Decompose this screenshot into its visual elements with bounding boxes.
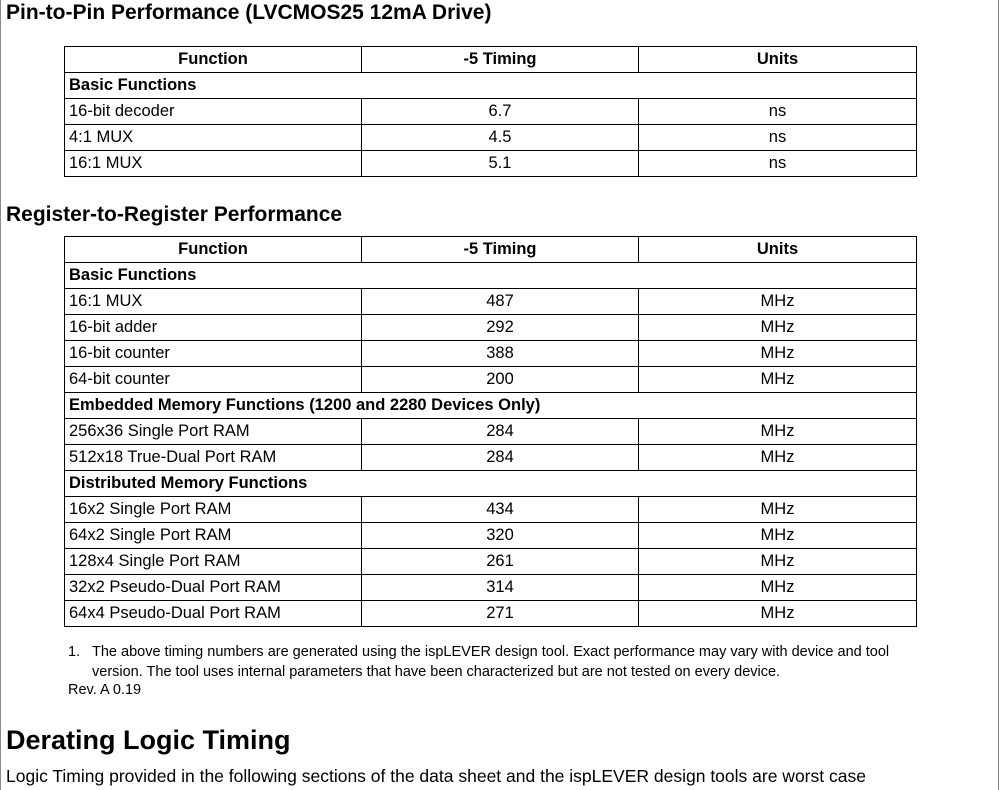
function-cell: 4:1 MUX [65, 125, 362, 151]
units-cell: MHz [639, 549, 917, 575]
units-cell: ns [639, 151, 917, 177]
timing-cell: 388 [362, 341, 639, 367]
table-row [65, 497, 917, 523]
pin-to-pin-title: Pin-to-Pin Performance (LVCMOS25 12mA Drive) [6, 1, 492, 24]
table-row [65, 445, 917, 471]
table-row [65, 315, 917, 341]
timing-cell: 320 [362, 523, 639, 549]
function-cell: 16:1 MUX [65, 151, 362, 177]
table-row [65, 289, 917, 315]
group-header-row [65, 393, 917, 419]
table-row [65, 341, 917, 367]
group-header-row [65, 263, 917, 289]
table-header-row [65, 237, 917, 263]
units-cell: MHz [639, 341, 917, 367]
units-cell: MHz [639, 289, 917, 315]
timing-cell: 271 [362, 601, 639, 627]
table-row [65, 99, 917, 125]
units-column-header: Units [639, 47, 917, 73]
units-cell: MHz [639, 523, 917, 549]
function-cell: 16:1 MUX [65, 289, 362, 315]
function-column-header: Function [65, 237, 362, 263]
units-cell: MHz [639, 601, 917, 627]
table-row [65, 125, 917, 151]
group-label: Basic Functions [65, 73, 917, 99]
group-header-row [65, 73, 917, 99]
timing-column-header: -5 Timing [362, 47, 639, 73]
timing-cell: 434 [362, 497, 639, 523]
timing-cell: 314 [362, 575, 639, 601]
register-to-register-table [64, 236, 917, 627]
timing-cell: 487 [362, 289, 639, 315]
table-row [65, 367, 917, 393]
units-cell: ns [639, 99, 917, 125]
units-cell: MHz [639, 315, 917, 341]
footnote-number: 1. [68, 644, 81, 660]
units-cell: MHz [639, 419, 917, 445]
units-column-header: Units [639, 237, 917, 263]
units-cell: ns [639, 125, 917, 151]
pin-to-pin-table [64, 46, 917, 177]
function-cell: 32x2 Pseudo-Dual Port RAM [65, 575, 362, 601]
function-cell: 64-bit counter [65, 367, 362, 393]
group-label: Embedded Memory Functions (1200 and 2280 Devices Only) [65, 393, 917, 419]
function-cell: 16-bit decoder [65, 99, 362, 125]
function-cell: 64x2 Single Port RAM [65, 523, 362, 549]
function-column-header: Function [65, 47, 362, 73]
revision-label: Rev. A 0.19 [68, 682, 142, 698]
timing-cell: 284 [362, 419, 639, 445]
table-row [65, 549, 917, 575]
function-cell: 64x4 Pseudo-Dual Port RAM [65, 601, 362, 627]
units-cell: MHz [639, 445, 917, 471]
function-cell: 512x18 True-Dual Port RAM [65, 445, 362, 471]
function-cell: 16-bit adder [65, 315, 362, 341]
group-label: Distributed Memory Functions [65, 471, 917, 497]
timing-column-header: -5 Timing [362, 237, 639, 263]
timing-cell: 5.1 [362, 151, 639, 177]
timing-cell: 292 [362, 315, 639, 341]
table-row [65, 419, 917, 445]
table-row [65, 523, 917, 549]
timing-cell: 4.5 [362, 125, 639, 151]
timing-cell: 261 [362, 549, 639, 575]
units-cell: MHz [639, 367, 917, 393]
group-label: Basic Functions [65, 263, 917, 289]
table-row [65, 151, 917, 177]
function-cell: 16-bit counter [65, 341, 362, 367]
table-row [65, 601, 917, 627]
footnote-text: The above timing numbers are generated using the ispLEVER design tool. Exact performance may vary with device and tool version. The tool uses internal parameters that have been characterized but are not tested on every device. [92, 644, 890, 680]
timing-cell: 284 [362, 445, 639, 471]
page-border-left [0, 0, 1, 790]
function-cell: 16x2 Single Port RAM [65, 497, 362, 523]
derating-body-text: Logic Timing provided in the following sections of the data sheet and the ispLEVER design tools are worst case [6, 766, 866, 786]
footnote [68, 642, 928, 682]
timing-cell: 6.7 [362, 99, 639, 125]
function-cell: 256x36 Single Port RAM [65, 419, 362, 445]
function-cell: 128x4 Single Port RAM [65, 549, 362, 575]
register-to-register-title: Register-to-Register Performance [6, 203, 343, 226]
table-row [65, 575, 917, 601]
timing-cell: 200 [362, 367, 639, 393]
table-header-row [65, 47, 917, 73]
group-header-row [65, 471, 917, 497]
units-cell: MHz [639, 497, 917, 523]
derating-logic-timing-title: Derating Logic Timing [6, 725, 291, 755]
units-cell: MHz [639, 575, 917, 601]
